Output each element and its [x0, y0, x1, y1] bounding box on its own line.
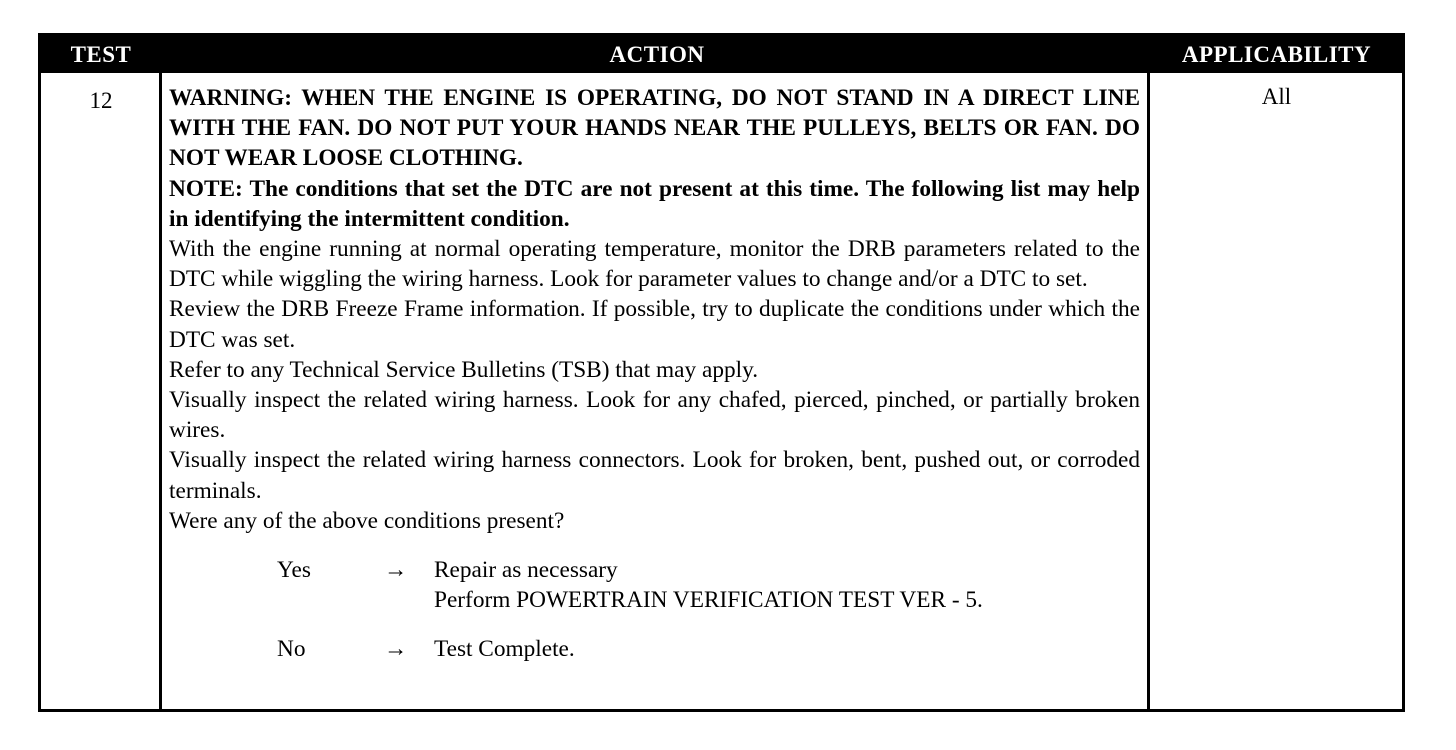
header-action: ACTION [609, 42, 705, 67]
step-text: Refer to any Technical Service Bulletins (TSB) that may apply. [169, 356, 759, 383]
right-arrow-icon: → [384, 636, 408, 663]
column-divider [159, 73, 162, 709]
table-header [41, 36, 1402, 73]
answer-no [169, 634, 1140, 664]
applicability-value: All [1261, 84, 1292, 109]
step-text: Review the DRB Freeze Frame information. If possible, try to duplicate the conditions under which the DTC was set. [169, 296, 1140, 353]
step-text: With the engine running at normal operating temperature, monitor the DRB parameters related to the DTC while wiggling the wiring harness. Look for parameter values to change and/or a DTC to set. [169, 236, 1140, 293]
note-text: NOTE: The conditions that set the DTC are not present at this time. The following list may help in identifying the intermittent condition. [169, 175, 1140, 232]
warning-text: WARNING: WHEN THE ENGINE IS OPERATING, DO NOT STAND IN A DIRECT LINE WITH THE FAN. DO NOT PUT YOUR HANDS NEAR THE PULLEYS, BELTS OR FAN. DO NOT WEAR LOOSE CLOTHING. [169, 85, 1140, 172]
answer-list [169, 555, 1140, 665]
header-applicability: APPLICABILITY [1181, 42, 1372, 67]
step-text: Visually inspect the related wiring harness. Look for any chafed, pierced, pinched, or partially broken wires. [169, 387, 1140, 444]
diagnostic-test-table [38, 33, 1405, 712]
answer-action [434, 634, 1140, 664]
answer-line: Repair as necessary [434, 557, 618, 584]
action-cell [169, 83, 1140, 665]
answer-label: Yes [277, 557, 311, 584]
right-arrow-icon: → [384, 557, 408, 584]
column-divider [1147, 73, 1150, 709]
answer-action [434, 555, 1140, 615]
answer-label: No [277, 636, 306, 663]
question-text: Were any of the above conditions present? [169, 507, 565, 534]
answer-line: Test Complete. [434, 636, 575, 663]
test-number: 12 [89, 88, 113, 113]
step-text: Visually inspect the related wiring harness connectors. Look for broken, bent, pushed out, or corroded terminals. [169, 447, 1140, 504]
answer-yes [169, 555, 1140, 615]
answer-line: Perform POWERTRAIN VERIFICATION TEST VER - 5. [434, 587, 983, 614]
header-test: TEST [70, 42, 132, 67]
